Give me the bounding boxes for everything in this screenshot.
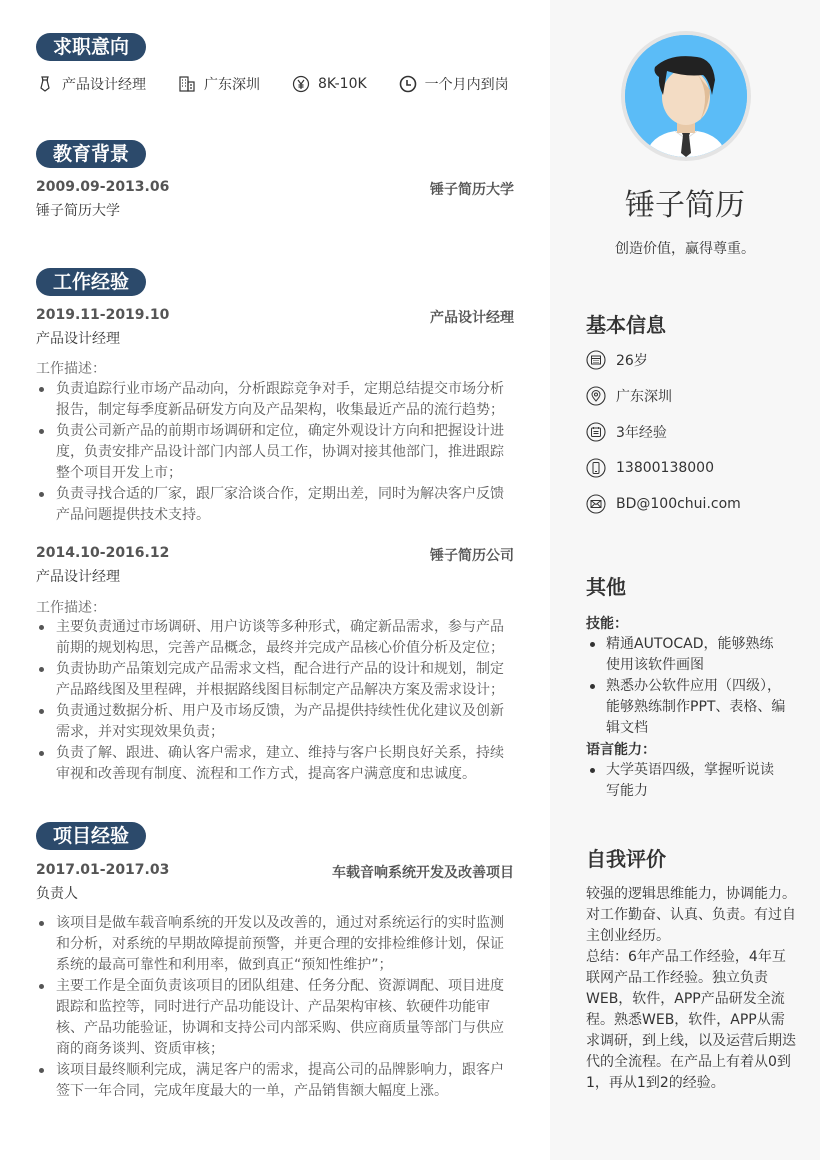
section-heading-basic-info: 基本信息 [586, 313, 666, 337]
person-icon [625, 35, 747, 157]
info-experience-value: 3年经验 [616, 425, 667, 441]
intent-position-label: 产品设计经理 [62, 77, 146, 93]
list-item: 精通AUTOCAD，能够熟练使用该软件画图 [586, 634, 786, 676]
project-role: 负责人 [36, 886, 78, 902]
info-age [586, 350, 648, 370]
profile-name: 锤子简历 [625, 188, 745, 223]
list-item: 负责追踪行业市场产品动向，分析跟踪竞争对手，定期总结提交市场分析报告，制定每季度新品研发方向及产品架构，收集最近产品的流行趋势； [36, 379, 506, 421]
intent-salary-label: 8K-10K [318, 76, 367, 92]
list-item: 该项目最终顺利完成，满足客户的需求，提高公司的品牌影响力，跟客户签下一年合同，完成年度最大的一单，产品销售额大幅度上涨。 [36, 1060, 506, 1102]
info-age-value: 26岁 [616, 353, 648, 369]
self-eval-text [586, 884, 796, 1094]
info-phone-value[interactable]: 13800138000 [616, 460, 714, 476]
location-icon [586, 386, 606, 406]
project-bullets [36, 913, 506, 1102]
skills-label: 技能： [586, 616, 628, 632]
work-entry-2-role: 产品设计经理 [36, 569, 120, 585]
section-heading-intent: 求职意向 [36, 33, 146, 61]
intent-availability-label: 一个月内到岗 [424, 77, 509, 93]
list-item: 大学英语四级，掌握听说读写能力 [586, 760, 786, 802]
work-entry-2-org: 锤子简历公司 [430, 548, 514, 564]
section-heading-work: 工作经验 [36, 268, 146, 296]
list-item: 该项目是做车载音响系统的开发以及改善的，通过对系统运行的实时监测和分析，对系统的早期故障提前预警，并更合理的安排检维修计划，保证系统的最高可靠性和利用率，做到真正“预知性维护”； [36, 913, 506, 976]
intent-salary [292, 75, 367, 93]
work-entry-1-header [36, 307, 514, 327]
education-period: 2009.09-2013.06 [36, 179, 170, 195]
intent-row [36, 74, 541, 94]
list-item: 负责公司新产品的前期市场调研和定位，确定外观设计方向和把握设计进度，负责安排产品设计部门内部人员工作，协调对接其他部门，推进跟踪整个项目开发上市； [36, 421, 506, 484]
info-email [586, 494, 741, 514]
work-entry-1-desc-label: 工作描述： [36, 361, 106, 377]
work-entry-2-period: 2014.10-2016.12 [36, 545, 170, 561]
info-location [586, 386, 672, 406]
section-heading-self-eval: 自我评价 [586, 847, 666, 871]
info-email-value[interactable]: BD@100chui.com [616, 496, 741, 512]
briefcase-icon [586, 422, 606, 442]
skills-list [586, 634, 786, 739]
avatar-illustration [625, 35, 747, 157]
info-experience [586, 422, 667, 442]
list-item: 负责寻找合适的厂家，跟厂家洽谈合作，定期出差，同时为解决客户反馈产品问题提供技术支持。 [36, 484, 506, 526]
work-entry-1-period: 2019.11-2019.10 [36, 307, 170, 323]
list-item: 负责协助产品策划完成产品需求文档，配合进行产品的设计和规划，制定产品路线图及里程碑，并根据路线图目标制定产品解决方案及需求设计； [36, 659, 506, 701]
list-item: 熟悉办公软件应用（四级），能够熟练制作PPT、表格、编辑文档 [586, 676, 786, 739]
info-phone [586, 458, 714, 478]
self-eval-paragraph: 较强的逻辑思维能力，协调能力。对工作勤奋、认真、负责。有过自主创业经历。 [586, 886, 796, 944]
intent-availability [399, 74, 509, 94]
intent-position [36, 74, 146, 94]
list-item: 负责通过数据分析、用户及市场反馈，为产品提供持续性优化建议及创新需求，并对实现效果负责； [36, 701, 506, 743]
list-item: 负责了解、跟进、确认客户需求，建立、维持与客户长期良好关系，持续审视和改善现有制度、流程和工作方式，提高客户满意度和忠诚度。 [36, 743, 506, 785]
language-label: 语言能力： [586, 742, 656, 758]
calendar-icon [586, 350, 606, 370]
work-entry-1-role: 产品设计经理 [36, 331, 120, 347]
education-sub: 锤子简历大学 [36, 203, 120, 219]
list-item: 主要负责通过市场调研、用户访谈等多种形式，确定新品需求，参与产品前期的规划构思，完善产品概念，最终并完成产品核心价值分析及定位； [36, 617, 506, 659]
work-entry-2-bullets [36, 617, 506, 785]
work-entry-1-org: 产品设计经理 [430, 310, 514, 326]
intent-city [178, 74, 260, 94]
clock-icon [399, 75, 417, 93]
tie-icon [36, 75, 54, 93]
project-name: 车载音响系统开发及改善项目 [332, 865, 514, 881]
avatar [621, 31, 751, 161]
project-period: 2017.01-2017.03 [36, 862, 170, 878]
work-entry-1-bullets [36, 379, 506, 526]
intent-city-label: 广东深圳 [204, 77, 260, 93]
profile-motto: 创造价值，赢得尊重。 [615, 241, 755, 257]
info-location-value: 广东深圳 [616, 389, 672, 405]
building-icon [178, 75, 196, 93]
section-heading-education: 教育背景 [36, 140, 146, 168]
education-entry-header [36, 179, 514, 199]
yen-icon [292, 75, 310, 93]
language-list [586, 760, 786, 802]
mail-icon [586, 494, 606, 514]
section-heading-other: 其他 [586, 575, 626, 599]
work-entry-2-desc-label: 工作描述： [36, 600, 106, 616]
section-heading-project: 项目经验 [36, 822, 146, 850]
education-school: 锤子简历大学 [430, 182, 514, 198]
self-eval-paragraph: 总结：6年产品工作经验，4年互联网产品工作经验。独立负责WEB，软件，APP产品研发全流程。熟悉WEB，软件，APP从需求调研，到上线，以及运营后期迭代的全流程。在产品上有着从0到1，再从1到2的经验。 [586, 949, 796, 1091]
project-entry-header [36, 862, 514, 882]
work-entry-2-header [36, 545, 514, 565]
list-item: 主要工作是全面负责该项目的团队组建、任务分配、资源调配、项目进度跟踪和监控等，同时进行产品功能设计、产品架构审核、软硬件功能审核、产品功能验证，协调和支持公司内部采购、供应商质量等部门与供应商的商务谈判、资质审核； [36, 976, 506, 1060]
phone-icon [586, 458, 606, 478]
